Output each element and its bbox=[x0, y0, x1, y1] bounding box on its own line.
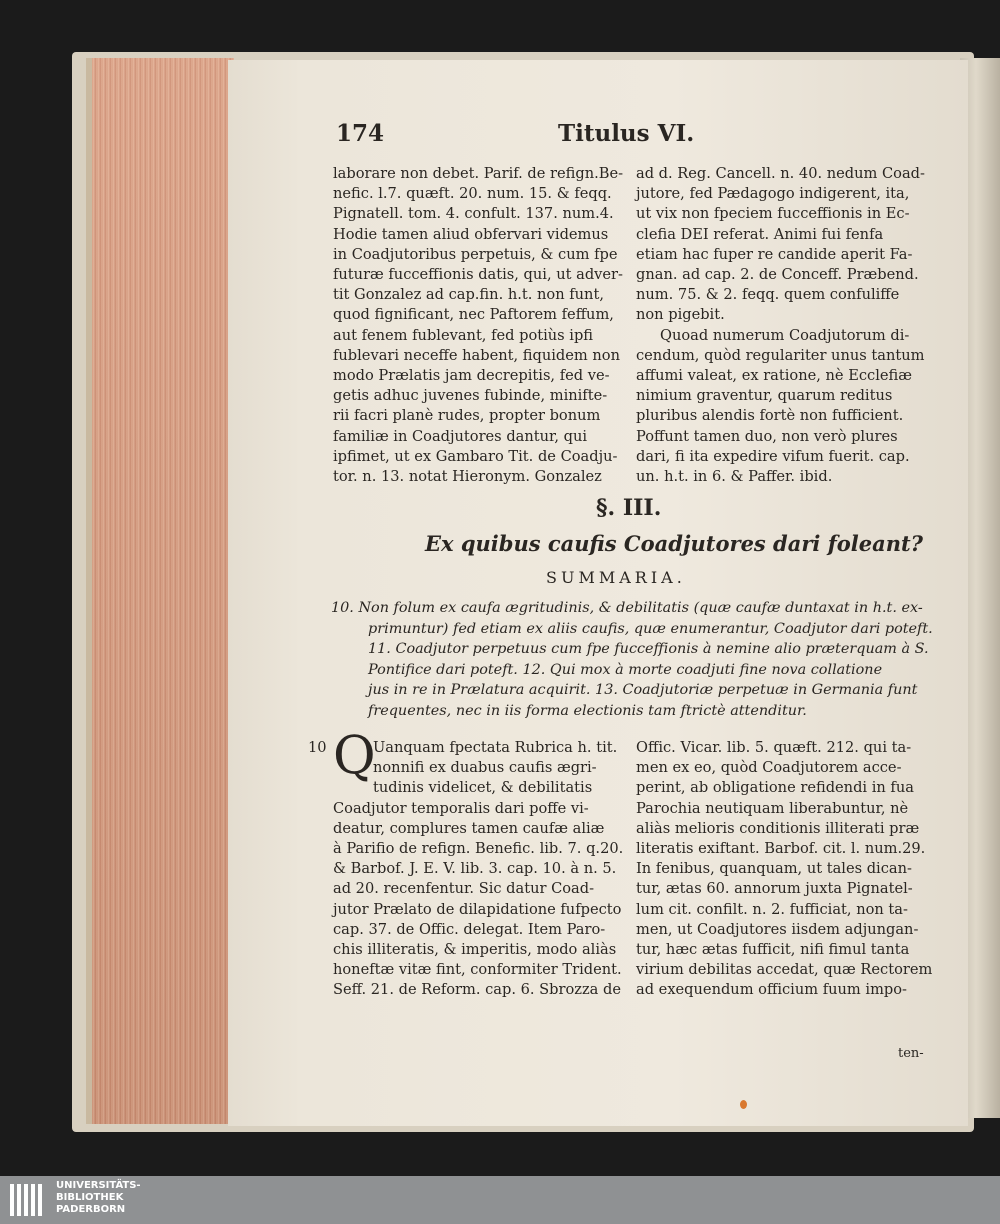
catchword: ten- bbox=[898, 1046, 924, 1061]
text-line: tudinis videlicet, & debilitatis bbox=[373, 779, 593, 797]
text-line: deatur, complures tamen caufæ aliæ bbox=[333, 819, 605, 837]
text-line: in Coadjutoribus perpetuis, & cum fpe bbox=[333, 245, 618, 263]
text-line: virium debilitas accedat, quæ Rectorem bbox=[636, 961, 933, 979]
text-line: ut vix non fpeciem fucceffionis in Ec- bbox=[636, 205, 910, 223]
text-line: men ex eo, quòd Coadjutorem acce- bbox=[636, 759, 902, 777]
text-line: fublevari neceffe habent, fiquidem non bbox=[333, 346, 620, 364]
text-line: non pigebit. bbox=[636, 306, 725, 324]
text-line: ipfimet, ut ex Gambaro Tit. de Coadju- bbox=[333, 447, 618, 465]
text-line: familiæ in Coadjutores dantur, qui bbox=[333, 427, 588, 445]
text-line: lum cit. confilt. n. 2. fufficiat, non ta- bbox=[636, 900, 908, 918]
logo-line: BIBLIOTHEK bbox=[56, 1192, 124, 1203]
text-line: perint, ab obligatione refidendi in fua bbox=[636, 779, 914, 797]
summary-line: 11. Coadjutor perpetuus cum fpe fucceffionis à nemine alio præterquam à S. bbox=[368, 641, 929, 657]
text-line: Uanquam fpectata Rubrica h. tit. bbox=[373, 739, 618, 756]
text-line: & Barbof. J. E. V. lib. 3. cap. 10. à n. 5. bbox=[333, 860, 617, 878]
text-line: getis adhuc juvenes fubinde, minifte- bbox=[333, 387, 608, 405]
text-line: cap. 37. de Offic. delegat. Item Paro- bbox=[333, 920, 606, 938]
column-right bbox=[636, 164, 928, 487]
text-line: futuræ fucceffionis datis, qui, ut adver- bbox=[333, 266, 623, 284]
text-line: men, ut Coadjutores iisdem adjungan- bbox=[636, 920, 919, 938]
text-line: jutore, fed Pædagogo indigerent, ita, bbox=[636, 185, 910, 203]
text-line: un. h.t. in 6. & Paffer. ibid. bbox=[636, 468, 833, 486]
body-column-left bbox=[333, 738, 623, 1001]
text-line: Quoad numerum Coadjutorum di- bbox=[660, 326, 910, 344]
text-line: nonnifi ex duabus caufis ægri- bbox=[373, 759, 597, 777]
body-column-right bbox=[636, 738, 933, 1001]
text-line: aut fenem fublevant, fed potiùs ipfi bbox=[333, 326, 594, 344]
text-line: clefia DEI referat. Animi fui fenfa bbox=[636, 225, 884, 243]
paper-stain bbox=[740, 1100, 747, 1109]
text-line: gnan. ad cap. 2. de Conceff. Præbend. bbox=[636, 266, 919, 284]
summary-block bbox=[331, 598, 931, 721]
text-line: nefic. l.7. quæft. 20. num. 15. & feqq. bbox=[333, 185, 612, 203]
text-line: à Parifio de refign. Benefic. lib. 7. q.20. bbox=[333, 840, 624, 858]
summary-line: primuntur) fed etiam ex aliis caufis, quæ enumerantur, Coadjutor dari poteft. bbox=[368, 620, 933, 637]
text-line: honeftæ vitæ fint, conformiter Trident. bbox=[333, 961, 622, 979]
text-line: tor. n. 13. notat Hieronym. Gonzalez bbox=[333, 468, 602, 486]
logo-line: PADERBORN bbox=[56, 1204, 126, 1215]
text-line: rii facri planè rudes, propter bonum bbox=[333, 407, 601, 425]
text-line: Seff. 21. de Reform. cap. 6. Sbrozza de bbox=[333, 981, 621, 999]
summary-line: Pontifice dari poteft. 12. Qui mox à morte coadjuti fine nova collatione bbox=[368, 661, 883, 678]
text-line: ad d. Reg. Cancell. n. 40. nedum Coad- bbox=[636, 165, 925, 182]
text-line: affumi valeat, ex ratione, nè Ecclefiæ bbox=[636, 367, 912, 385]
text-line: num. 75. & 2. feqq. quem confuliffe bbox=[636, 286, 900, 304]
text-line: ad exequendum officium fuum impo- bbox=[636, 981, 907, 999]
text-line: Offic. Vicar. lib. 5. quæft. 212. qui ta- bbox=[636, 739, 912, 756]
text-line: Poffunt tamen duo, non verò plures bbox=[636, 427, 898, 445]
text-line: etiam hac fuper re candide aperit Fa- bbox=[636, 245, 913, 263]
section-number: §. III. bbox=[596, 495, 662, 521]
book-page bbox=[228, 60, 968, 1126]
summary-line: frequentes, nec in iis forma electionis tam ftrictè attenditur. bbox=[368, 702, 807, 719]
text-line: Hodie tamen aliud obfervari videmus bbox=[333, 225, 609, 243]
library-logo-icon bbox=[8, 1180, 50, 1220]
book-fore-edge bbox=[86, 58, 234, 1124]
text-line: pluribus alendis fortè non fufficient. bbox=[636, 407, 904, 425]
page-number: 174 bbox=[336, 120, 385, 147]
text-line: jutor Prælato de dilapidatione fufpecto bbox=[333, 900, 622, 918]
section-title: Ex quibus caufis Coadjutores dari foleant? bbox=[425, 531, 923, 556]
paragraph-number: 10 bbox=[308, 739, 327, 756]
summary-line: jus in re in Prælatura acquirit. 13. Coadjutoriæ perpetuæ in Germania funt bbox=[368, 682, 918, 698]
summary-line: 10. Non folum ex caufa ægritudinis, & debilitatis (quæ caufæ duntaxat in h.t. ex- bbox=[331, 600, 923, 616]
running-title: Titulus VI. bbox=[558, 120, 695, 147]
text-line: nimium graventur, quarum reditus bbox=[636, 387, 893, 405]
text-line: laborare non debet. Parif. de refign.Be- bbox=[333, 165, 624, 182]
text-line: cendum, quòd regulariter unus tantum bbox=[636, 346, 925, 364]
summaria-heading: SUMMARIA. bbox=[546, 568, 686, 587]
text-line: literatis exiftant. Barbof. cit. l. num.29. bbox=[636, 840, 926, 858]
text-line: tur, hæc ætas fufficit, nifi fimul tanta bbox=[636, 941, 910, 959]
logo-line: UNIVERSITÄTS- bbox=[56, 1180, 141, 1191]
text-line: tit Gonzalez ad cap.fin. h.t. non funt, bbox=[333, 286, 604, 304]
drop-cap: Q bbox=[333, 726, 376, 786]
text-line: modo Prælatis jam decrepitis, fed ve- bbox=[333, 367, 610, 385]
text-line: Coadjutor temporalis dari poffe vi- bbox=[333, 799, 589, 817]
library-footer-bar bbox=[0, 1176, 1000, 1224]
text-line: dari, fi ita expedire vifum fuerit. cap. bbox=[636, 447, 910, 465]
text-line: tur, ætas 60. annorum juxta Pignatel- bbox=[636, 880, 913, 898]
text-line: aliàs melioris conditionis illiterati præ bbox=[636, 819, 920, 837]
text-line: ad 20. recenfentur. Sic datur Coad- bbox=[333, 880, 595, 898]
text-line: chis illiteratis, & imperitis, modo aliàs bbox=[333, 941, 617, 959]
column-left bbox=[333, 164, 623, 487]
text-line: In fenibus, quanquam, ut tales dican- bbox=[636, 860, 912, 878]
text-line: quod fignificant, nec Paftorem feffum, bbox=[333, 306, 614, 324]
text-line: Pignatell. tom. 4. confult. 137. num.4. bbox=[333, 205, 614, 223]
library-logo-text bbox=[56, 1180, 141, 1216]
text-line: Parochia neutiquam liberabuntur, nè bbox=[636, 799, 909, 817]
